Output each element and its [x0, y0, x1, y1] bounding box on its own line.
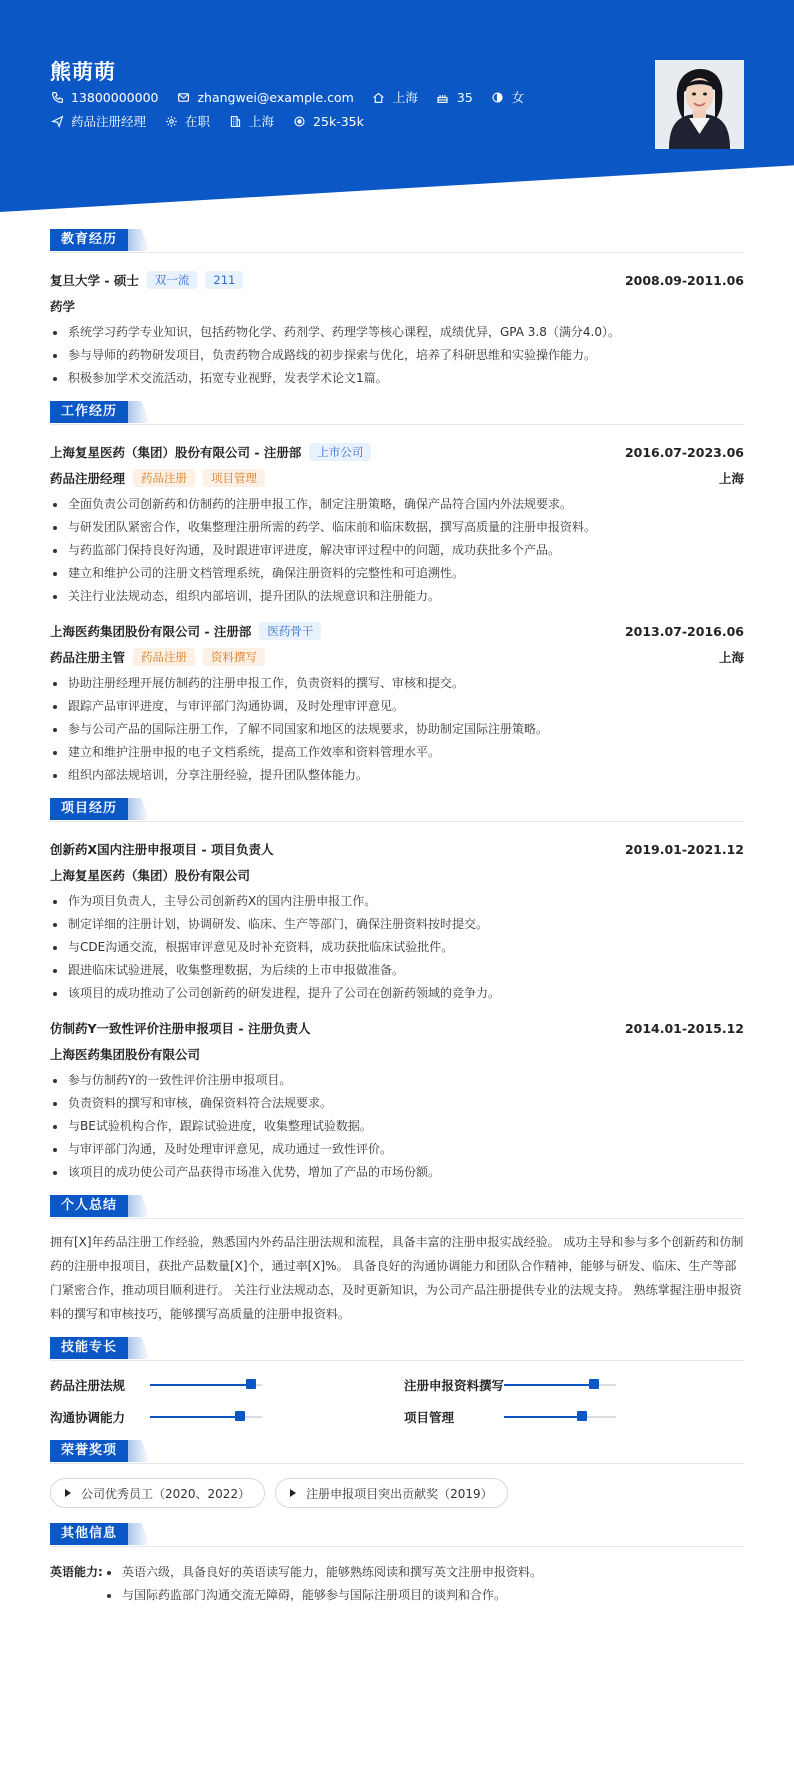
building-icon: [228, 114, 242, 128]
work-bullets: [50, 672, 744, 787]
role-tag: 项目管理: [203, 469, 265, 487]
list-item: 与CDE沟通交流，根据审评意见及时补充资料，成功获批临床试验批件。: [50, 936, 744, 959]
project-org-row: [50, 862, 744, 888]
role-title: 药品注册经理: [50, 471, 126, 486]
project-date: 2014.01-2015.12: [624, 1020, 744, 1036]
list-item: 作为项目负责人，主导公司创新药X的国内注册申报工作。: [50, 890, 744, 913]
company-row: [50, 618, 744, 644]
list-item: 跟进临床试验进展，收集整理数据，为后续的上市申报做准备。: [50, 959, 744, 982]
project-org-row: [50, 1041, 744, 1067]
coin-icon: [292, 114, 306, 128]
major: 药学: [50, 299, 76, 314]
english-ability: [50, 1561, 744, 1607]
list-item: 与审评部门沟通，及时处理审评意见，成功通过一致性评价。: [50, 1138, 744, 1161]
company-tag: 上市公司: [309, 443, 371, 461]
skill-item: [404, 1375, 744, 1395]
company-row: [50, 439, 744, 465]
work-location: 上海: [718, 471, 744, 486]
list-item: 负责资料的撰写和审核，确保资料符合法规要求。: [50, 1092, 744, 1115]
award-pill: [50, 1478, 265, 1508]
project-row: [50, 836, 744, 862]
list-item: 建立和维护公司的注册文档管理系统，确保注册资料的完整性和可追溯性。: [50, 562, 744, 585]
work-date: 2016.07-2023.06: [624, 444, 744, 460]
gender-item: 女: [491, 88, 525, 106]
list-item: 该项目的成功推动了公司创新药的研发进程，提升了公司在创新药领域的竞争力。: [50, 982, 744, 1005]
mail-icon: [176, 90, 190, 104]
section-title: 其他信息: [50, 1523, 128, 1545]
skills-section: [50, 1336, 744, 1427]
list-item: 建立和维护注册申报的电子文档系统，提高工作效率和资料管理水平。: [50, 741, 744, 764]
skill-knob: [246, 1379, 256, 1389]
target-city-item: 上海: [228, 112, 274, 130]
list-item: 与国际药监部门沟通交流无障碍，能够参与国际注册项目的谈判和合作。: [104, 1584, 542, 1607]
awards-list: [50, 1478, 744, 1508]
project-name: 创新药X国内注册申报项目 - 项目负责人: [50, 842, 274, 857]
gender-icon: [491, 90, 505, 104]
list-item: 参与仿制药Y的一致性评价注册申报项目。: [50, 1069, 744, 1092]
list-item: 关注行业法规动态，组织内部培训，提升团队的法规意识和注册能力。: [50, 585, 744, 608]
city-item: 上海: [372, 88, 418, 106]
award-text: 注册申报项目突出贡献奖（2019）: [306, 1486, 493, 1501]
school-tag: 211: [205, 271, 243, 289]
job-item: 药品注册经理: [50, 112, 146, 130]
list-item: 组织内部法规培训，分享注册经验，提升团队整体能力。: [50, 764, 744, 787]
play-icon: [290, 1489, 296, 1497]
contact-row: [50, 88, 542, 106]
summary-text: 拥有[X]年药品注册工作经验，熟悉国内外药品注册法规和流程，具备丰富的注册申报实战经验。 成功主导和参与多个创新药和仿制药的注册申报项目，获批产品数量[X]个，通过率[X]%。 具备良好的沟通协调能力和团队合作精神，能够与研发、临床、生产等部门紧密合作，推动项目顺利进行。 关注行业法规动态，及时更新知识，为公司产品注册提供专业的法规支持。 熟练掌握注册申报资料的撰写和审核技巧，能够撰写高质量的注册申报资料。: [50, 1235, 744, 1321]
project-org: 上海复星医药（集团）股份有限公司: [50, 868, 251, 883]
skill-bar: [504, 1384, 616, 1386]
awards-section: [50, 1439, 744, 1508]
education-date: 2008.09-2011.06: [624, 272, 744, 288]
projects-section: [50, 797, 744, 1184]
skill-label: 项目管理: [404, 1410, 455, 1425]
list-item: 系统学习药学专业知识，包括药物化学、药剂学、药理学等核心课程，成绩优异，GPA 3.8（满分4.0）。: [50, 321, 744, 344]
project-bullets: [50, 1069, 744, 1184]
major-row: [50, 293, 744, 319]
project-row: [50, 1015, 744, 1041]
section-title: 项目经历: [50, 798, 128, 820]
skills-grid: [50, 1375, 744, 1427]
section-header: [50, 797, 744, 822]
skill-item: [50, 1375, 404, 1395]
work-location: 上海: [718, 650, 744, 665]
cake-icon: [436, 90, 450, 104]
role-title: 药品注册主管: [50, 650, 126, 665]
school-name: 复旦大学 - 硕士: [50, 273, 139, 288]
play-icon: [65, 1489, 71, 1497]
resume-body: [50, 228, 744, 1607]
company-name: 上海复星医药（集团）股份有限公司 - 注册部: [50, 445, 302, 460]
section-header: [50, 1194, 744, 1219]
skill-bar: [150, 1416, 262, 1418]
candidate-name: 熊萌萌: [50, 60, 116, 84]
company-name: 上海医药集团股份有限公司 - 注册部: [50, 624, 252, 639]
role-row: [50, 465, 744, 491]
section-header: [50, 400, 744, 425]
section-title: 教育经历: [50, 229, 128, 251]
list-item: 英语六级，具备良好的英语读写能力，能够熟练阅读和撰写英文注册申报资料。: [104, 1561, 542, 1584]
skill-knob: [589, 1379, 599, 1389]
section-header: [50, 1439, 744, 1464]
project-bullets: [50, 890, 744, 1005]
english-label: 英语能力:: [50, 1565, 103, 1579]
profile-photo: [655, 60, 744, 149]
list-item: 与药监部门保持良好沟通，及时跟进审评进度，解决审评过程中的问题，成功获批多个产品。: [50, 539, 744, 562]
section-title: 工作经历: [50, 401, 128, 423]
role-row: [50, 644, 744, 670]
gear-icon: [164, 114, 178, 128]
other-section: [50, 1522, 744, 1607]
job-row: [50, 112, 382, 130]
list-item: 积极参加学术交流活动，拓宽专业视野，发表学术论文1篇。: [50, 367, 744, 390]
send-icon: [50, 114, 64, 128]
skill-item: [50, 1407, 404, 1427]
english-bullets: [104, 1561, 542, 1607]
list-item: 跟踪产品审评进度，与审评部门沟通协调，及时处理审评意见。: [50, 695, 744, 718]
education-section: [50, 228, 744, 390]
list-item: 协助注册经理开展仿制药的注册申报工作，负责资料的撰写、审核和提交。: [50, 672, 744, 695]
award-text: 公司优秀员工（2020、2022）: [81, 1486, 251, 1501]
email-item: zhangwei@example.com: [176, 90, 353, 105]
list-item: 参与公司产品的国际注册工作，了解不同国家和地区的法规要求，协助制定国际注册策略。: [50, 718, 744, 741]
list-item: 与研发团队紧密合作，收集整理注册所需的药学、临床前和临床数据，撰写高质量的注册申报资料。: [50, 516, 744, 539]
summary-section: [50, 1194, 744, 1326]
section-title: 个人总结: [50, 1195, 128, 1217]
project-org: 上海医药集团股份有限公司: [50, 1047, 201, 1062]
work-section: [50, 400, 744, 787]
age-item: 35: [436, 90, 473, 105]
skill-bar: [150, 1384, 262, 1386]
section-title: 技能专长: [50, 1337, 128, 1359]
skill-knob: [577, 1411, 587, 1421]
role-tag: 资料撰写: [203, 648, 265, 666]
project-name: 仿制药Y一致性评价注册申报项目 - 注册负责人: [50, 1021, 311, 1036]
school-tag: 双一流: [147, 271, 198, 289]
award-pill: [275, 1478, 508, 1508]
skill-item: [404, 1407, 744, 1427]
list-item: 该项目的成功使公司产品获得市场准入优势，增加了产品的市场份额。: [50, 1161, 744, 1184]
work-date: 2013.07-2016.06: [624, 623, 744, 639]
role-tag: 药品注册: [133, 469, 195, 487]
education-bullets: [50, 321, 744, 390]
role-tag: 药品注册: [133, 648, 195, 666]
education-row: [50, 267, 744, 293]
section-header: [50, 1336, 744, 1361]
company-tag: 医药骨干: [259, 622, 321, 640]
work-bullets: [50, 493, 744, 608]
salary-item: 25k-35k: [292, 114, 364, 129]
home-icon: [372, 90, 386, 104]
skill-bar: [504, 1416, 616, 1418]
list-item: 与BE试验机构合作，跟踪试验进度，收集整理试验数据。: [50, 1115, 744, 1138]
skill-label: 注册申报资料撰写: [404, 1378, 505, 1393]
section-header: [50, 228, 744, 253]
skill-label: 药品注册法规: [50, 1378, 126, 1393]
skill-label: 沟通协调能力: [50, 1410, 126, 1425]
list-item: 制定详细的注册计划，协调研发、临床、生产等部门，确保注册资料按时提交。: [50, 913, 744, 936]
status-item: 在职: [164, 112, 210, 130]
list-item: 参与导师的药物研发项目，负责药物合成路线的初步探索与优化，培养了科研思维和实验操作能力。: [50, 344, 744, 367]
section-header: [50, 1522, 744, 1547]
section-title: 荣誉奖项: [50, 1440, 128, 1462]
project-date: 2019.01-2021.12: [624, 841, 744, 857]
phone-item: 13800000000: [50, 90, 158, 105]
skill-knob: [235, 1411, 245, 1421]
phone-icon: [50, 90, 64, 104]
list-item: 全面负责公司创新药和仿制药的注册申报工作，制定注册策略，确保产品符合国内外法规要求。: [50, 493, 744, 516]
